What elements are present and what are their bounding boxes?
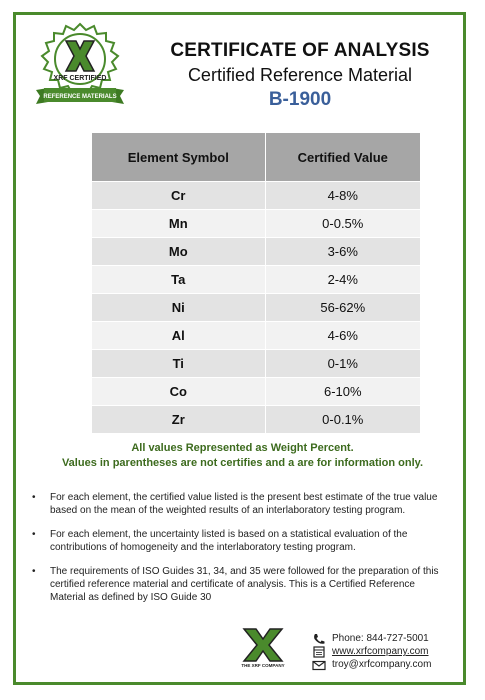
logo-ribbon-text: REFERENCE MATERIALS [43, 94, 117, 100]
column-header-element: Element Symbol [92, 133, 266, 182]
bullet-icon: • [32, 492, 36, 503]
column-header-value: Certified Value [265, 133, 420, 182]
list-item-text: The requirements of ISO Guides 31, 34, and 35 were followed for the preparation of this certified reference material and certificate of analysis. This is a Certified Reference Material as defined by ISO Guide 30 [50, 566, 439, 603]
note-line-1: All values Represented as Weight Percent. [131, 442, 354, 454]
composition-table [91, 132, 421, 434]
material-code: B-1900 [268, 89, 332, 110]
table-row [92, 294, 421, 322]
element-symbol: Zr [92, 406, 266, 434]
bullet-icon: • [32, 529, 36, 540]
xrf-company-logo [238, 628, 288, 668]
element-symbol: Ta [92, 266, 266, 294]
element-symbol: Mn [92, 210, 266, 238]
email-icon [312, 659, 326, 671]
title-block [140, 40, 460, 111]
email-row [312, 658, 431, 671]
certified-value: 4-8% [265, 182, 420, 210]
phone-number: Phone: 844-727-5001 [332, 633, 429, 644]
element-symbol: Ni [92, 294, 266, 322]
table-row [92, 406, 421, 434]
element-symbol: Ti [92, 350, 266, 378]
list-item [30, 491, 450, 517]
weight-notes [20, 441, 465, 471]
certified-value: 56-62% [265, 294, 420, 322]
bullet-icon: • [32, 566, 36, 577]
element-symbol: Cr [92, 182, 266, 210]
website-link[interactable]: www.xrfcompany.com [332, 646, 429, 657]
note-line-2: Values in parentheses are not certifies and a are for information only. [61, 457, 424, 469]
website-row [312, 645, 431, 658]
table-row [92, 322, 421, 350]
list-item [30, 565, 450, 604]
email-address[interactable]: troy@xrfcompany.com [332, 659, 432, 670]
page-title: CERTIFICATE OF ANALYSIS [170, 40, 430, 61]
table-row [92, 350, 421, 378]
logo-main-text: XRF CERTIFIED [53, 75, 107, 82]
certified-value: 6-10% [265, 378, 420, 406]
company-logo-text: THE XRF COMPANY [241, 663, 285, 668]
element-symbol: Mo [92, 238, 266, 266]
certification-notes-list [30, 491, 450, 615]
certified-value: 0-0.5% [265, 210, 420, 238]
table-row [92, 182, 421, 210]
certified-value: 0-1% [265, 350, 420, 378]
certified-value: 3-6% [265, 238, 420, 266]
table-row [92, 266, 421, 294]
phone-icon [312, 633, 326, 645]
table-row [92, 210, 421, 238]
list-item-text: For each element, the certified value listed is the present best estimate of the true value based on the mean of the weighted results of an interlaboratory testing program. [50, 492, 438, 516]
certified-value: 0-0.1% [265, 406, 420, 434]
web-icon [312, 646, 326, 658]
certified-value: 4-6% [265, 322, 420, 350]
xrf-certified-logo [30, 22, 130, 114]
page-subtitle: Certified Reference Material [187, 65, 413, 85]
element-symbol: Co [92, 378, 266, 406]
phone-row [312, 632, 431, 645]
table-row [92, 238, 421, 266]
element-symbol: Al [92, 322, 266, 350]
contact-info [312, 632, 431, 671]
table-header-row [92, 133, 421, 182]
certified-value: 2-4% [265, 266, 420, 294]
list-item [30, 528, 450, 554]
table-row [92, 378, 421, 406]
list-item-text: For each element, the uncertainty listed is based on a statistical evaluation of the contributions of homogeneity and the interlaboratory testing program. [50, 529, 408, 553]
